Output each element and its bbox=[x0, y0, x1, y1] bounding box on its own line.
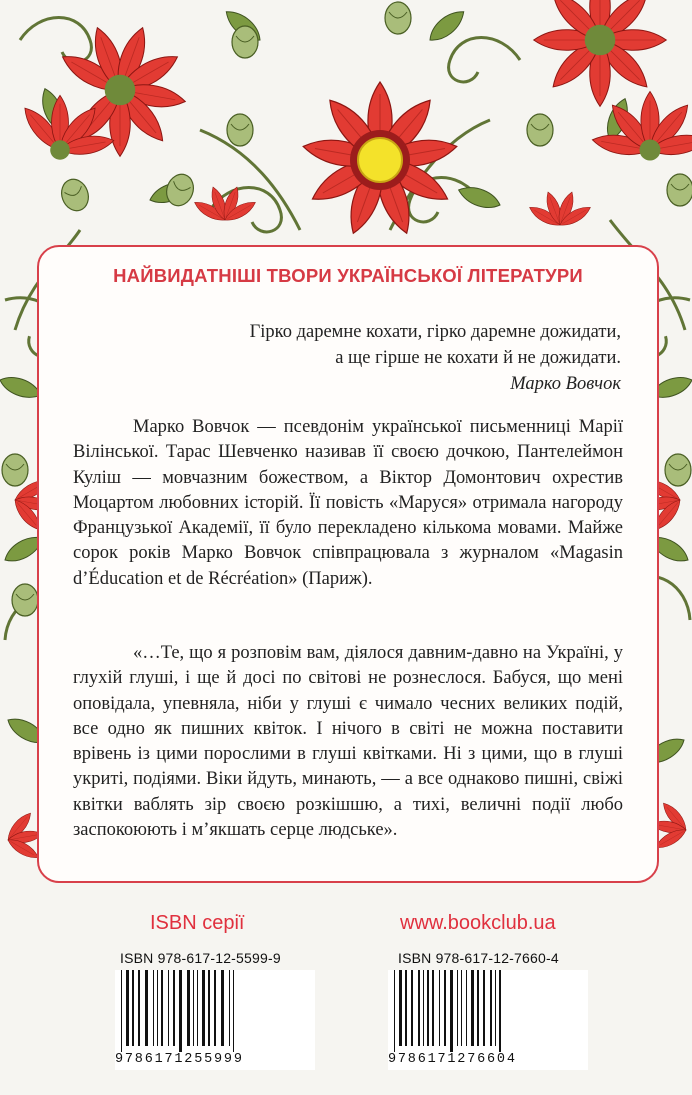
series-title: НАЙВИДАТНІШІ ТВОРИ УКРАЇНСЬКОЇ ЛІТЕРАТУРИ bbox=[113, 265, 583, 286]
barcode-bar bbox=[161, 970, 163, 1046]
series-barcode-bars bbox=[115, 970, 315, 1052]
epigraph-line: а ще гірше не кохати й не дожидати. bbox=[335, 348, 621, 368]
barcode-bar bbox=[221, 970, 224, 1046]
series-barcode-digits: 9786171255999 bbox=[115, 1052, 244, 1067]
barcode-bar bbox=[439, 970, 440, 1046]
barcode-bar bbox=[138, 970, 140, 1046]
barcode-bar bbox=[208, 970, 210, 1046]
book-barcode bbox=[388, 970, 588, 1070]
series-barcode bbox=[115, 970, 315, 1070]
barcode-bar bbox=[214, 970, 216, 1046]
series-isbn-label: ISBN серії bbox=[150, 912, 245, 934]
barcode-bar bbox=[173, 970, 175, 1046]
barcode-bar bbox=[399, 970, 402, 1046]
barcode-bar bbox=[483, 970, 485, 1046]
epigraph-author: Марко Вовчок bbox=[510, 374, 621, 394]
barcode-bar bbox=[233, 970, 234, 1052]
barcode-bar bbox=[229, 970, 230, 1046]
barcode-bar bbox=[405, 970, 407, 1046]
barcode-bar bbox=[495, 970, 496, 1046]
series-isbn: ISBN 978-617-12-5599-9 bbox=[120, 950, 281, 966]
barcode-bar bbox=[153, 970, 154, 1046]
barcode-bar bbox=[450, 970, 453, 1052]
book-excerpt-text: «…Те, що я розповім вам, діялося давним-давно на Україні, у глухій глуші, і ще й досі по світові не рознеслося. Бабуся, що мені оповідала, упевняла, ніби у глуші є чимало чесних великих подій, все одно як пишних квіток. І нічого в світі не можна поставити врівень із цими порослими в глуші квітками. Ні з цими, що в глуші укриті, подіями. Віки йдуть, минають, — а все однаково пишні, свіжі квітки ваблять зір своєю розкішшю, а тихі, величні події любо заспокоюють і м’якшать серце людське». bbox=[73, 643, 623, 841]
bottom-info bbox=[0, 900, 692, 1095]
book-barcode-digits: 9786171276604 bbox=[388, 1052, 517, 1067]
barcode-bar bbox=[157, 970, 158, 1046]
barcode-bar bbox=[490, 970, 492, 1046]
annotation-panel bbox=[37, 245, 659, 883]
barcode-bar bbox=[418, 970, 420, 1046]
barcode-bar bbox=[187, 970, 190, 1046]
epigraph-line: Гірко даремне кохати, гірко даремне дожидати, bbox=[249, 322, 621, 342]
barcode-bar bbox=[423, 970, 424, 1046]
barcode-bar bbox=[126, 970, 129, 1046]
barcode-bar bbox=[121, 970, 122, 1052]
barcode-bar bbox=[466, 970, 467, 1046]
barcode-bar bbox=[411, 970, 413, 1046]
barcode-bar bbox=[444, 970, 446, 1046]
book-barcode-bars bbox=[388, 970, 588, 1052]
barcode-bar bbox=[394, 970, 395, 1052]
barcode-bar bbox=[471, 970, 474, 1046]
barcode-bar bbox=[477, 970, 479, 1046]
publisher-website[interactable]: www.bookclub.ua bbox=[400, 912, 556, 934]
barcode-bar bbox=[457, 970, 458, 1046]
epigraph bbox=[250, 319, 621, 397]
barcode-bar bbox=[197, 970, 198, 1046]
barcode-bar bbox=[202, 970, 205, 1046]
barcode-bar bbox=[427, 970, 429, 1046]
barcode-bar bbox=[461, 970, 462, 1046]
author-bio bbox=[73, 415, 623, 592]
barcode-bar bbox=[145, 970, 148, 1046]
barcode-bar bbox=[168, 970, 169, 1046]
barcode-bar bbox=[193, 970, 194, 1046]
author-bio-text: Марко Вовчок — псевдонім української письменниці Марії Вілінської. Тарас Шевченко називав її своєю дочкою, Пантелеймон Куліш — мовчазним божеством, а Віктор Домонтович охрестив Моцартом любовних історій. Її повість «Маруся» отримала нагороду Французької Академії, її було перекладено кількома мовами. Майже сорок років Марко Вовчок співпрацювала з журналом «Magasin d’Éducation et de Récréation» (Париж). bbox=[73, 417, 623, 589]
barcode-bar bbox=[499, 970, 501, 1052]
book-excerpt bbox=[73, 641, 623, 843]
barcode-bar bbox=[132, 970, 134, 1046]
barcode-bar bbox=[179, 970, 182, 1052]
book-isbn: ISBN 978-617-12-7660-4 bbox=[398, 950, 559, 966]
barcode-bar bbox=[432, 970, 434, 1046]
